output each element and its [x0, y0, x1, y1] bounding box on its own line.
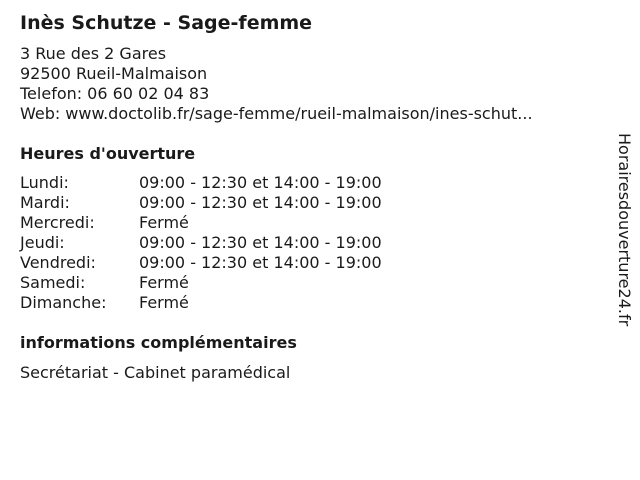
address-line-city: 92500 Rueil-Malmaison — [20, 64, 208, 83]
hours-row-lundi — [20, 173, 600, 193]
hours-row-dimanche — [20, 293, 600, 313]
hours-time: Fermé — [139, 293, 189, 312]
hours-time: 09:00 - 12:30 et 14:00 - 19:00 — [139, 253, 382, 272]
page-title: Inès Schutze - Sage-femme — [20, 12, 313, 34]
phone-number: 06 60 02 04 83 — [87, 84, 210, 103]
phone-line — [20, 84, 600, 104]
hours-day: Mercredi: — [20, 213, 95, 232]
hours-day: Lundi: — [20, 173, 69, 192]
hours-day: Vendredi: — [20, 253, 96, 272]
hours-day: Jeudi: — [20, 233, 65, 252]
hours-row-jeudi — [20, 233, 600, 253]
info-text: Secrétariat - Cabinet paramédical — [20, 363, 291, 382]
info-heading: informations complémentaires — [20, 333, 297, 352]
hours-row-mardi — [20, 193, 600, 213]
web-line — [20, 104, 600, 124]
hours-row-samedi — [20, 273, 600, 293]
hours-time: 09:00 - 12:30 et 14:00 - 19:00 — [139, 233, 382, 252]
hours-day: Dimanche: — [20, 293, 107, 312]
brand-watermark — [612, 133, 636, 353]
hours-row-mercredi — [20, 213, 600, 233]
hours-time: 09:00 - 12:30 et 14:00 - 19:00 — [139, 173, 382, 192]
hours-day: Mardi: — [20, 193, 70, 212]
hours-time: Fermé — [139, 273, 189, 292]
hours-time: 09:00 - 12:30 et 14:00 - 19:00 — [139, 193, 382, 212]
hours-heading: Heures d'ouverture — [20, 144, 196, 163]
web-label: Web: — [20, 104, 61, 123]
hours-row-vendredi — [20, 253, 600, 273]
web-link[interactable]: www.doctolib.fr/sage-femme/rueil-malmaison/ines-schut... — [65, 104, 533, 123]
hours-day: Samedi: — [20, 273, 86, 292]
hours-time: Fermé — [139, 213, 189, 232]
listing-card — [20, 10, 600, 383]
phone-label: Telefon: — [20, 84, 83, 103]
address-line-street: 3 Rue des 2 Gares — [20, 44, 167, 63]
brand-text: Horairesdouverture24.fr — [615, 133, 634, 327]
hours-table — [20, 173, 600, 313]
